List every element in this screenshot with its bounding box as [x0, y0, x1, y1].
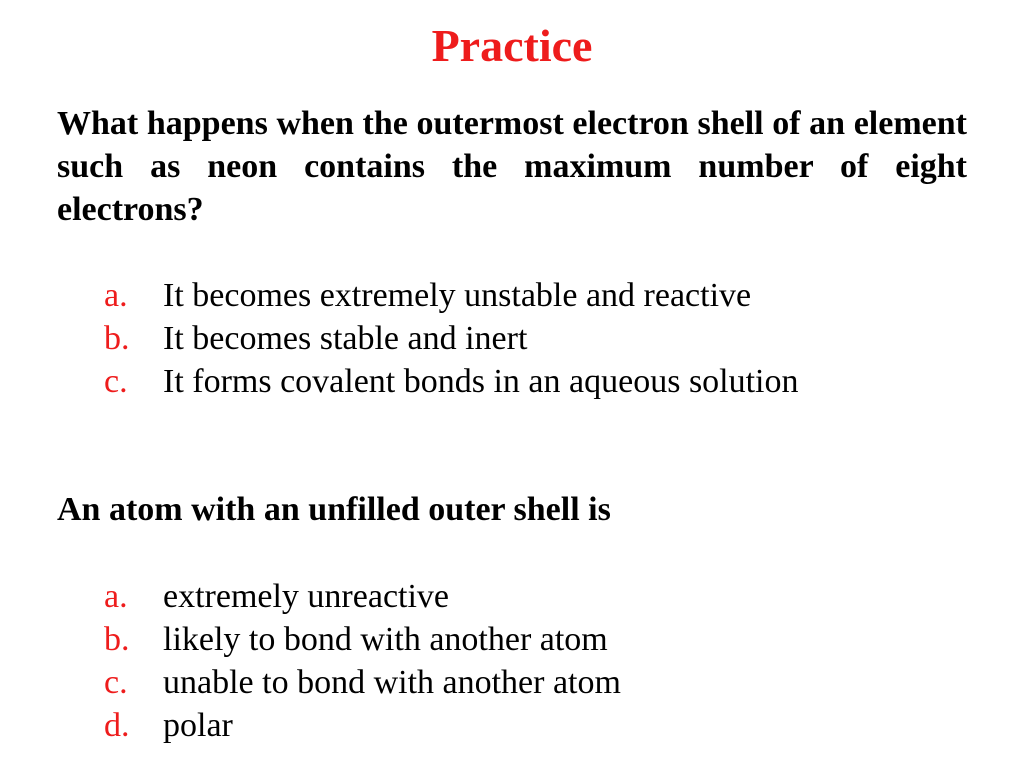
option-text: It becomes extremely unstable and reactive — [163, 277, 752, 314]
question-1-prompt: What happens when the outermost electron shell of an element such as neon contains the maximum number of eight electrons? — [57, 105, 967, 228]
option-text: likely to bond with another atom — [163, 621, 608, 658]
option-text: polar — [163, 707, 233, 744]
question-2-prompt: An atom with an unfilled outer shell is — [57, 491, 611, 528]
question-1-option-a — [104, 274, 799, 317]
option-text: unable to bond with another atom — [163, 664, 621, 701]
question-1-options — [104, 274, 799, 403]
option-text: It becomes stable and inert — [163, 320, 528, 357]
option-letter: a. — [104, 578, 128, 615]
question-2-option-d — [104, 704, 621, 747]
slide-title: Practice — [431, 20, 593, 71]
option-letter: c. — [104, 363, 128, 400]
option-letter: a. — [104, 277, 128, 314]
question-2-option-c — [104, 661, 621, 704]
option-letter: c. — [104, 664, 128, 701]
question-2-option-b — [104, 618, 621, 661]
question-1-option-c — [104, 360, 799, 403]
question-2-option-a — [104, 575, 621, 618]
question-2-options — [104, 575, 621, 747]
option-letter: b. — [104, 621, 130, 658]
option-text: It forms covalent bonds in an aqueous solution — [163, 363, 799, 400]
question-1-option-b — [104, 317, 799, 360]
option-letter: d. — [104, 707, 130, 744]
option-letter: b. — [104, 320, 130, 357]
option-text: extremely unreactive — [163, 578, 450, 615]
